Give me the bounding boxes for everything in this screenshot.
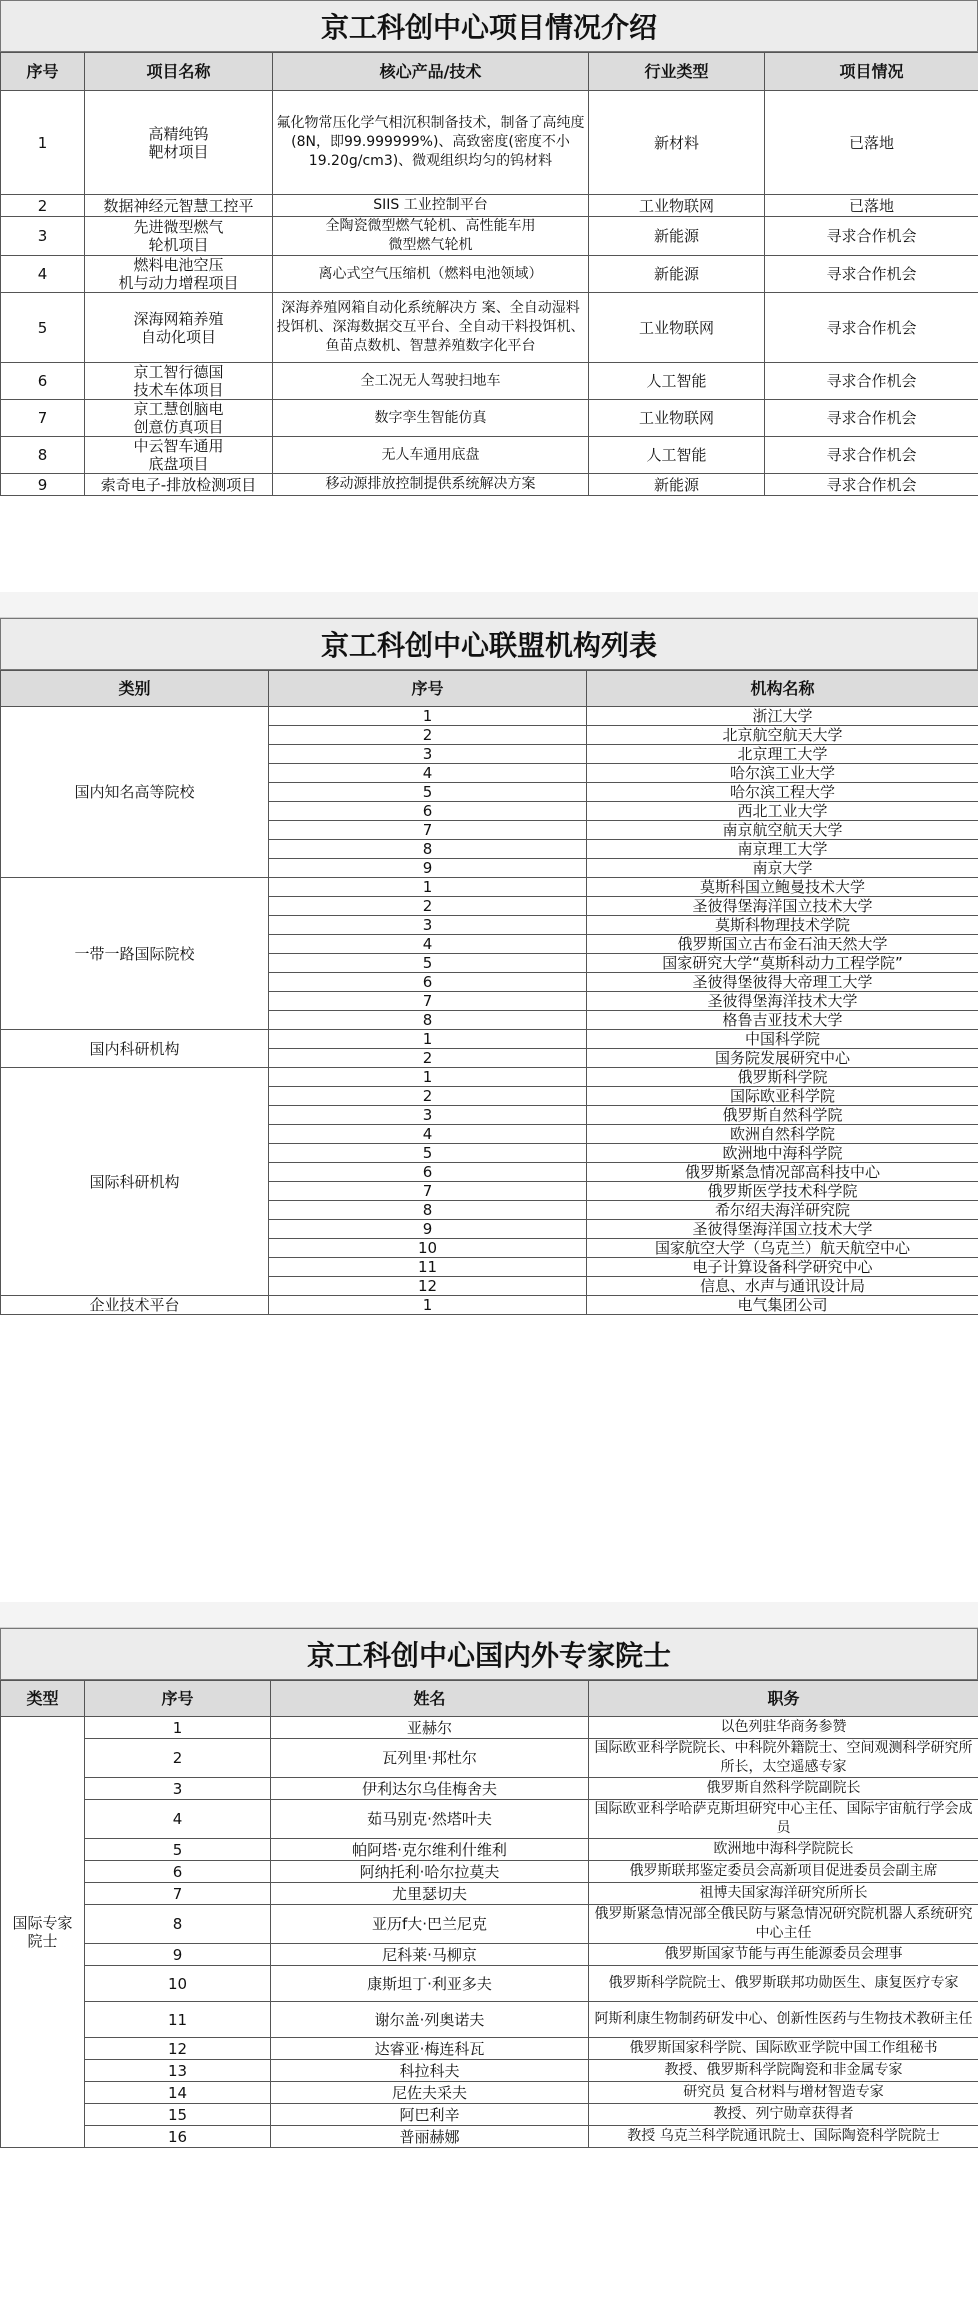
expert-name: 达睿亚·梅连科瓦: [271, 2038, 589, 2060]
section1: [0, 0, 978, 496]
expert-position: 俄罗斯紧急情况部全俄民防与紧急情况研究院机器人系统研究中心主任: [589, 1905, 978, 1944]
row-index: 4: [269, 1125, 587, 1144]
expert-position: 教授 乌克兰科学院通讯院士、国际陶瓷科学院院士: [589, 2126, 978, 2148]
col-header: 类型: [1, 1681, 85, 1717]
category-cell: 企业技术平台: [1, 1296, 269, 1315]
expert-name: 伊利达尔乌佳梅舍夫: [271, 1778, 589, 1800]
row-index: 1: [85, 1717, 271, 1739]
expert-position: 研究员 复合材料与增材智造专家: [589, 2082, 978, 2104]
table-row: [1, 2126, 978, 2148]
col-header: 机构名称: [587, 671, 978, 707]
industry: 工业物联网: [589, 195, 765, 217]
category-cell: 国内知名高等院校: [1, 707, 269, 878]
table-row: [1, 437, 978, 474]
table-row: [1, 1839, 978, 1861]
row-index: 2: [1, 195, 85, 217]
row-index: 5: [85, 1839, 271, 1861]
row-index: 8: [269, 1011, 587, 1030]
table-row: [1, 1905, 978, 1944]
category-cell: 一带一路国际院校: [1, 878, 269, 1030]
expert-position: 欧洲地中海科学院院长: [589, 1839, 978, 1861]
row-index: 1: [269, 1030, 587, 1049]
project-status: 寻求合作机会: [765, 256, 978, 293]
project-status: 寻求合作机会: [765, 217, 978, 256]
row-index: 16: [85, 2126, 271, 2148]
institution-name: 国务院发展研究中心: [587, 1049, 978, 1068]
table-row: [1, 195, 978, 217]
row-index: 2: [269, 1087, 587, 1106]
project-name: 数据神经元智慧工控平: [85, 195, 273, 217]
col-header: 核心产品/技术: [273, 53, 589, 91]
institution-name: 信息、水声与通讯设计局: [587, 1277, 978, 1296]
institution-name: 俄罗斯自然科学院: [587, 1106, 978, 1125]
row-index: 11: [269, 1258, 587, 1277]
table-row: [1, 2104, 978, 2126]
table-row: [1, 1966, 978, 2002]
expert-table: [0, 1680, 978, 2148]
institution-name: 圣彼得堡海洋国立技术大学: [587, 1220, 978, 1239]
industry: 新能源: [589, 217, 765, 256]
row-index: 6: [1, 363, 85, 400]
col-header: 类别: [1, 671, 269, 707]
row-index: 9: [269, 859, 587, 878]
expert-name: 普丽赫娜: [271, 2126, 589, 2148]
section2: [0, 618, 978, 1315]
row-index: 1: [269, 1068, 587, 1087]
expert-position: 俄罗斯联邦鉴定委员会高新项目促进委员会副主席: [589, 1861, 978, 1883]
row-index: 9: [85, 1944, 271, 1966]
industry: 人工智能: [589, 437, 765, 474]
table-row: [1, 2038, 978, 2060]
industry: 人工智能: [589, 363, 765, 400]
project-status: 寻求合作机会: [765, 400, 978, 437]
row-index: 13: [85, 2060, 271, 2082]
institution-name: 国家研究大学“莫斯科动力工程学院”: [587, 954, 978, 973]
project-status: 寻求合作机会: [765, 474, 978, 496]
institution-name: 电气集团公司: [587, 1296, 978, 1315]
project-name: 燃料电池空压 机与动力增程项目: [85, 256, 273, 293]
row-index: 7: [269, 992, 587, 1011]
core-tech: 无人车通用底盘: [273, 437, 589, 474]
category-cell: 国际专家 院士: [1, 1717, 85, 2148]
core-tech: SIIS 工业控制平台: [273, 195, 589, 217]
expert-name: 康斯坦丁·利亚多夫: [271, 1966, 589, 2002]
expert-name: 瓦列里·邦杜尔: [271, 1739, 589, 1778]
institution-name: 南京航空航天大学: [587, 821, 978, 840]
row-index: 4: [1, 256, 85, 293]
row-index: 2: [85, 1739, 271, 1778]
row-index: 10: [269, 1239, 587, 1258]
industry: 新材料: [589, 91, 765, 195]
col-header: 序号: [269, 671, 587, 707]
core-tech: 离心式空气压缩机（燃料电池领域）: [273, 256, 589, 293]
col-header: 行业类型: [589, 53, 765, 91]
core-tech: 全陶瓷微型燃气轮机、高性能车用 微型燃气轮机: [273, 217, 589, 256]
section-gap: [0, 1602, 978, 1628]
institution-name: 欧洲自然科学院: [587, 1125, 978, 1144]
col-header: 姓名: [271, 1681, 589, 1717]
institution-name: 中国科学院: [587, 1030, 978, 1049]
row-index: 1: [269, 878, 587, 897]
row-index: 1: [269, 707, 587, 726]
industry: 工业物联网: [589, 400, 765, 437]
row-index: 6: [269, 973, 587, 992]
section2-title: 京工科创中心联盟机构列表: [0, 618, 978, 670]
project-table: [0, 52, 978, 496]
row-index: 2: [269, 897, 587, 916]
institution-name: 北京理工大学: [587, 745, 978, 764]
institution-name: 俄罗斯国立古布金石油天然大学: [587, 935, 978, 954]
col-header: 序号: [85, 1681, 271, 1717]
expert-name: 尤里瑟切夫: [271, 1883, 589, 1905]
row-index: 3: [269, 745, 587, 764]
expert-name: 茹马别克·然塔叶夫: [271, 1800, 589, 1839]
table-row: [1, 256, 978, 293]
row-index: 8: [269, 1201, 587, 1220]
institution-name: 圣彼得堡海洋技术大学: [587, 992, 978, 1011]
row-index: 6: [269, 1163, 587, 1182]
expert-name: 亚赫尔: [271, 1717, 589, 1739]
project-name: 中云智车通用 底盘项目: [85, 437, 273, 474]
row-index: 3: [269, 1106, 587, 1125]
institution-name: 西北工业大学: [587, 802, 978, 821]
expert-position: 俄罗斯科学院院士、俄罗斯联邦功勋医生、康复医疗专家: [589, 1966, 978, 2002]
expert-table-header: [1, 1681, 978, 1717]
table-row: [1, 1861, 978, 1883]
institution-name: 哈尔滨工程大学: [587, 783, 978, 802]
institution-name: 俄罗斯科学院: [587, 1068, 978, 1087]
table-row: [1, 2060, 978, 2082]
institution-name: 国际欧亚科学院: [587, 1087, 978, 1106]
institution-name: 欧洲地中海科学院: [587, 1144, 978, 1163]
project-name: 京工慧创脑电 创意仿真项目: [85, 400, 273, 437]
institution-name: 北京航空航天大学: [587, 726, 978, 745]
project-table-header: [1, 53, 978, 91]
table-row: [1, 707, 978, 726]
table-row: [1, 474, 978, 496]
project-name: 京工智行德国 技术车体项目: [85, 363, 273, 400]
industry: 新能源: [589, 474, 765, 496]
col-header: 职务: [589, 1681, 978, 1717]
row-index: 10: [85, 1966, 271, 2002]
row-index: 4: [85, 1800, 271, 1839]
core-tech: 数字孪生智能仿真: [273, 400, 589, 437]
table-row: [1, 1717, 978, 1739]
expert-position: 俄罗斯国家科学院、国际欧亚学院中国工作组秘书: [589, 2038, 978, 2060]
row-index: 1: [269, 1296, 587, 1315]
table-row: [1, 1296, 978, 1315]
expert-position: 阿斯利康生物制药研发中心、创新性医药与生物技术教研主任: [589, 2002, 978, 2038]
row-index: 2: [269, 1049, 587, 1068]
row-index: 12: [269, 1277, 587, 1296]
institution-name: 哈尔滨工业大学: [587, 764, 978, 783]
institution-name: 南京大学: [587, 859, 978, 878]
row-index: 8: [85, 1905, 271, 1944]
table-row: [1, 1739, 978, 1778]
expert-name: 帕阿塔·克尔维利什维利: [271, 1839, 589, 1861]
expert-name: 谢尔盖·列奥诺夫: [271, 2002, 589, 2038]
table-row: [1, 1883, 978, 1905]
institution-name: 浙江大学: [587, 707, 978, 726]
row-index: 6: [269, 802, 587, 821]
row-index: 5: [269, 1144, 587, 1163]
institution-name: 南京理工大学: [587, 840, 978, 859]
row-index: 11: [85, 2002, 271, 2038]
expert-name: 科拉科夫: [271, 2060, 589, 2082]
row-index: 5: [269, 783, 587, 802]
section-gap: [0, 592, 978, 618]
table-row: [1, 400, 978, 437]
row-index: 1: [1, 91, 85, 195]
core-tech: 深海养殖网箱自动化系统解决方 案、全自动湿料投饵机、深海数据交互平台、全自动干料投饵机、鱼苗点数机、智慧养殖数字化平台: [273, 293, 589, 363]
expert-name: 尼科莱·马柳京: [271, 1944, 589, 1966]
project-status: 寻求合作机会: [765, 293, 978, 363]
table-row: [1, 91, 978, 195]
category-cell: 国内科研机构: [1, 1030, 269, 1068]
project-status: 已落地: [765, 91, 978, 195]
table-row: [1, 1944, 978, 1966]
project-name: 索奇电子-排放检测项目: [85, 474, 273, 496]
expert-name: 阿巴利辛: [271, 2104, 589, 2126]
table-row: [1, 2002, 978, 2038]
row-index: 4: [269, 935, 587, 954]
row-index: 7: [269, 821, 587, 840]
institution-name: 莫斯科物理技术学院: [587, 916, 978, 935]
table-row: [1, 217, 978, 256]
col-header: 项目名称: [85, 53, 273, 91]
expert-position: 祖博夫国家海洋研究所所长: [589, 1883, 978, 1905]
row-index: 2: [269, 726, 587, 745]
section3-title: 京工科创中心国内外专家院士: [0, 1628, 978, 1680]
row-index: 14: [85, 2082, 271, 2104]
col-header: 序号: [1, 53, 85, 91]
row-index: 15: [85, 2104, 271, 2126]
core-tech: 移动源排放控制提供系统解决方案: [273, 474, 589, 496]
expert-position: 俄罗斯国家节能与再生能源委员会理事: [589, 1944, 978, 1966]
row-index: 12: [85, 2038, 271, 2060]
expert-position: 国际欧亚科学院院长、中科院外籍院士、空间观测科学研究所所长，太空遥感专家: [589, 1739, 978, 1778]
row-index: 6: [85, 1861, 271, 1883]
expert-position: 以色列驻华商务参赞: [589, 1717, 978, 1739]
row-index: 4: [269, 764, 587, 783]
core-tech: 全工况无人驾驶扫地车: [273, 363, 589, 400]
table-row: [1, 1800, 978, 1839]
row-index: 7: [85, 1883, 271, 1905]
institution-name: 莫斯科国立鲍曼技术大学: [587, 878, 978, 897]
expert-name: 阿纳托利·哈尔拉莫夫: [271, 1861, 589, 1883]
expert-position: 俄罗斯自然科学院副院长: [589, 1778, 978, 1800]
institution-name: 圣彼得堡海洋国立技术大学: [587, 897, 978, 916]
table-row: [1, 2082, 978, 2104]
institution-name: 电子计算设备科学研究中心: [587, 1258, 978, 1277]
table-row: [1, 363, 978, 400]
expert-position: 教授、列宁勋章获得者: [589, 2104, 978, 2126]
institution-name: 格鲁吉亚技术大学: [587, 1011, 978, 1030]
row-index: 3: [85, 1778, 271, 1800]
project-status: 寻求合作机会: [765, 437, 978, 474]
category-cell: 国际科研机构: [1, 1068, 269, 1296]
institution-name: 圣彼得堡彼得大帝理工大学: [587, 973, 978, 992]
expert-name: 尼佐夫采夫: [271, 2082, 589, 2104]
row-index: 5: [1, 293, 85, 363]
core-tech: 氟化物常压化学气相沉积制备技术，制备了高纯度(8N，即99.999999%)、高致密度(密度不小19.20g/cm3)、微观组织均匀的钨材料: [273, 91, 589, 195]
table-row: [1, 1778, 978, 1800]
industry: 新能源: [589, 256, 765, 293]
alliance-table-header: [1, 671, 978, 707]
expert-position: 教授、俄罗斯科学院陶瓷和非金属专家: [589, 2060, 978, 2082]
row-index: 7: [1, 400, 85, 437]
row-index: 3: [269, 916, 587, 935]
industry: 工业物联网: [589, 293, 765, 363]
section3: [0, 1628, 978, 2148]
institution-name: 俄罗斯紧急情况部高科技中心: [587, 1163, 978, 1182]
project-status: 已落地: [765, 195, 978, 217]
table-row: [1, 878, 978, 897]
project-name: 先进微型燃气 轮机项目: [85, 217, 273, 256]
expert-name: 亚历f大·巴兰尼克: [271, 1905, 589, 1944]
project-name: 深海网箱养殖 自动化项目: [85, 293, 273, 363]
row-index: 3: [1, 217, 85, 256]
col-header: 项目情况: [765, 53, 978, 91]
table-row: [1, 293, 978, 363]
institution-name: 国家航空大学（乌克兰）航天航空中心: [587, 1239, 978, 1258]
table-row: [1, 1030, 978, 1049]
section1-title: 京工科创中心项目情况介绍: [0, 0, 978, 52]
row-index: 9: [269, 1220, 587, 1239]
row-index: 9: [1, 474, 85, 496]
alliance-table: [0, 670, 978, 1315]
table-row: [1, 1068, 978, 1087]
project-status: 寻求合作机会: [765, 363, 978, 400]
row-index: 5: [269, 954, 587, 973]
project-name: 高精纯钨 靶材项目: [85, 91, 273, 195]
expert-position: 国际欧亚科学哈萨克斯坦研究中心主任、国际宇宙航行学会成员: [589, 1800, 978, 1839]
institution-name: 希尔绍夫海洋研究院: [587, 1201, 978, 1220]
row-index: 8: [1, 437, 85, 474]
row-index: 8: [269, 840, 587, 859]
institution-name: 俄罗斯医学技术科学院: [587, 1182, 978, 1201]
row-index: 7: [269, 1182, 587, 1201]
